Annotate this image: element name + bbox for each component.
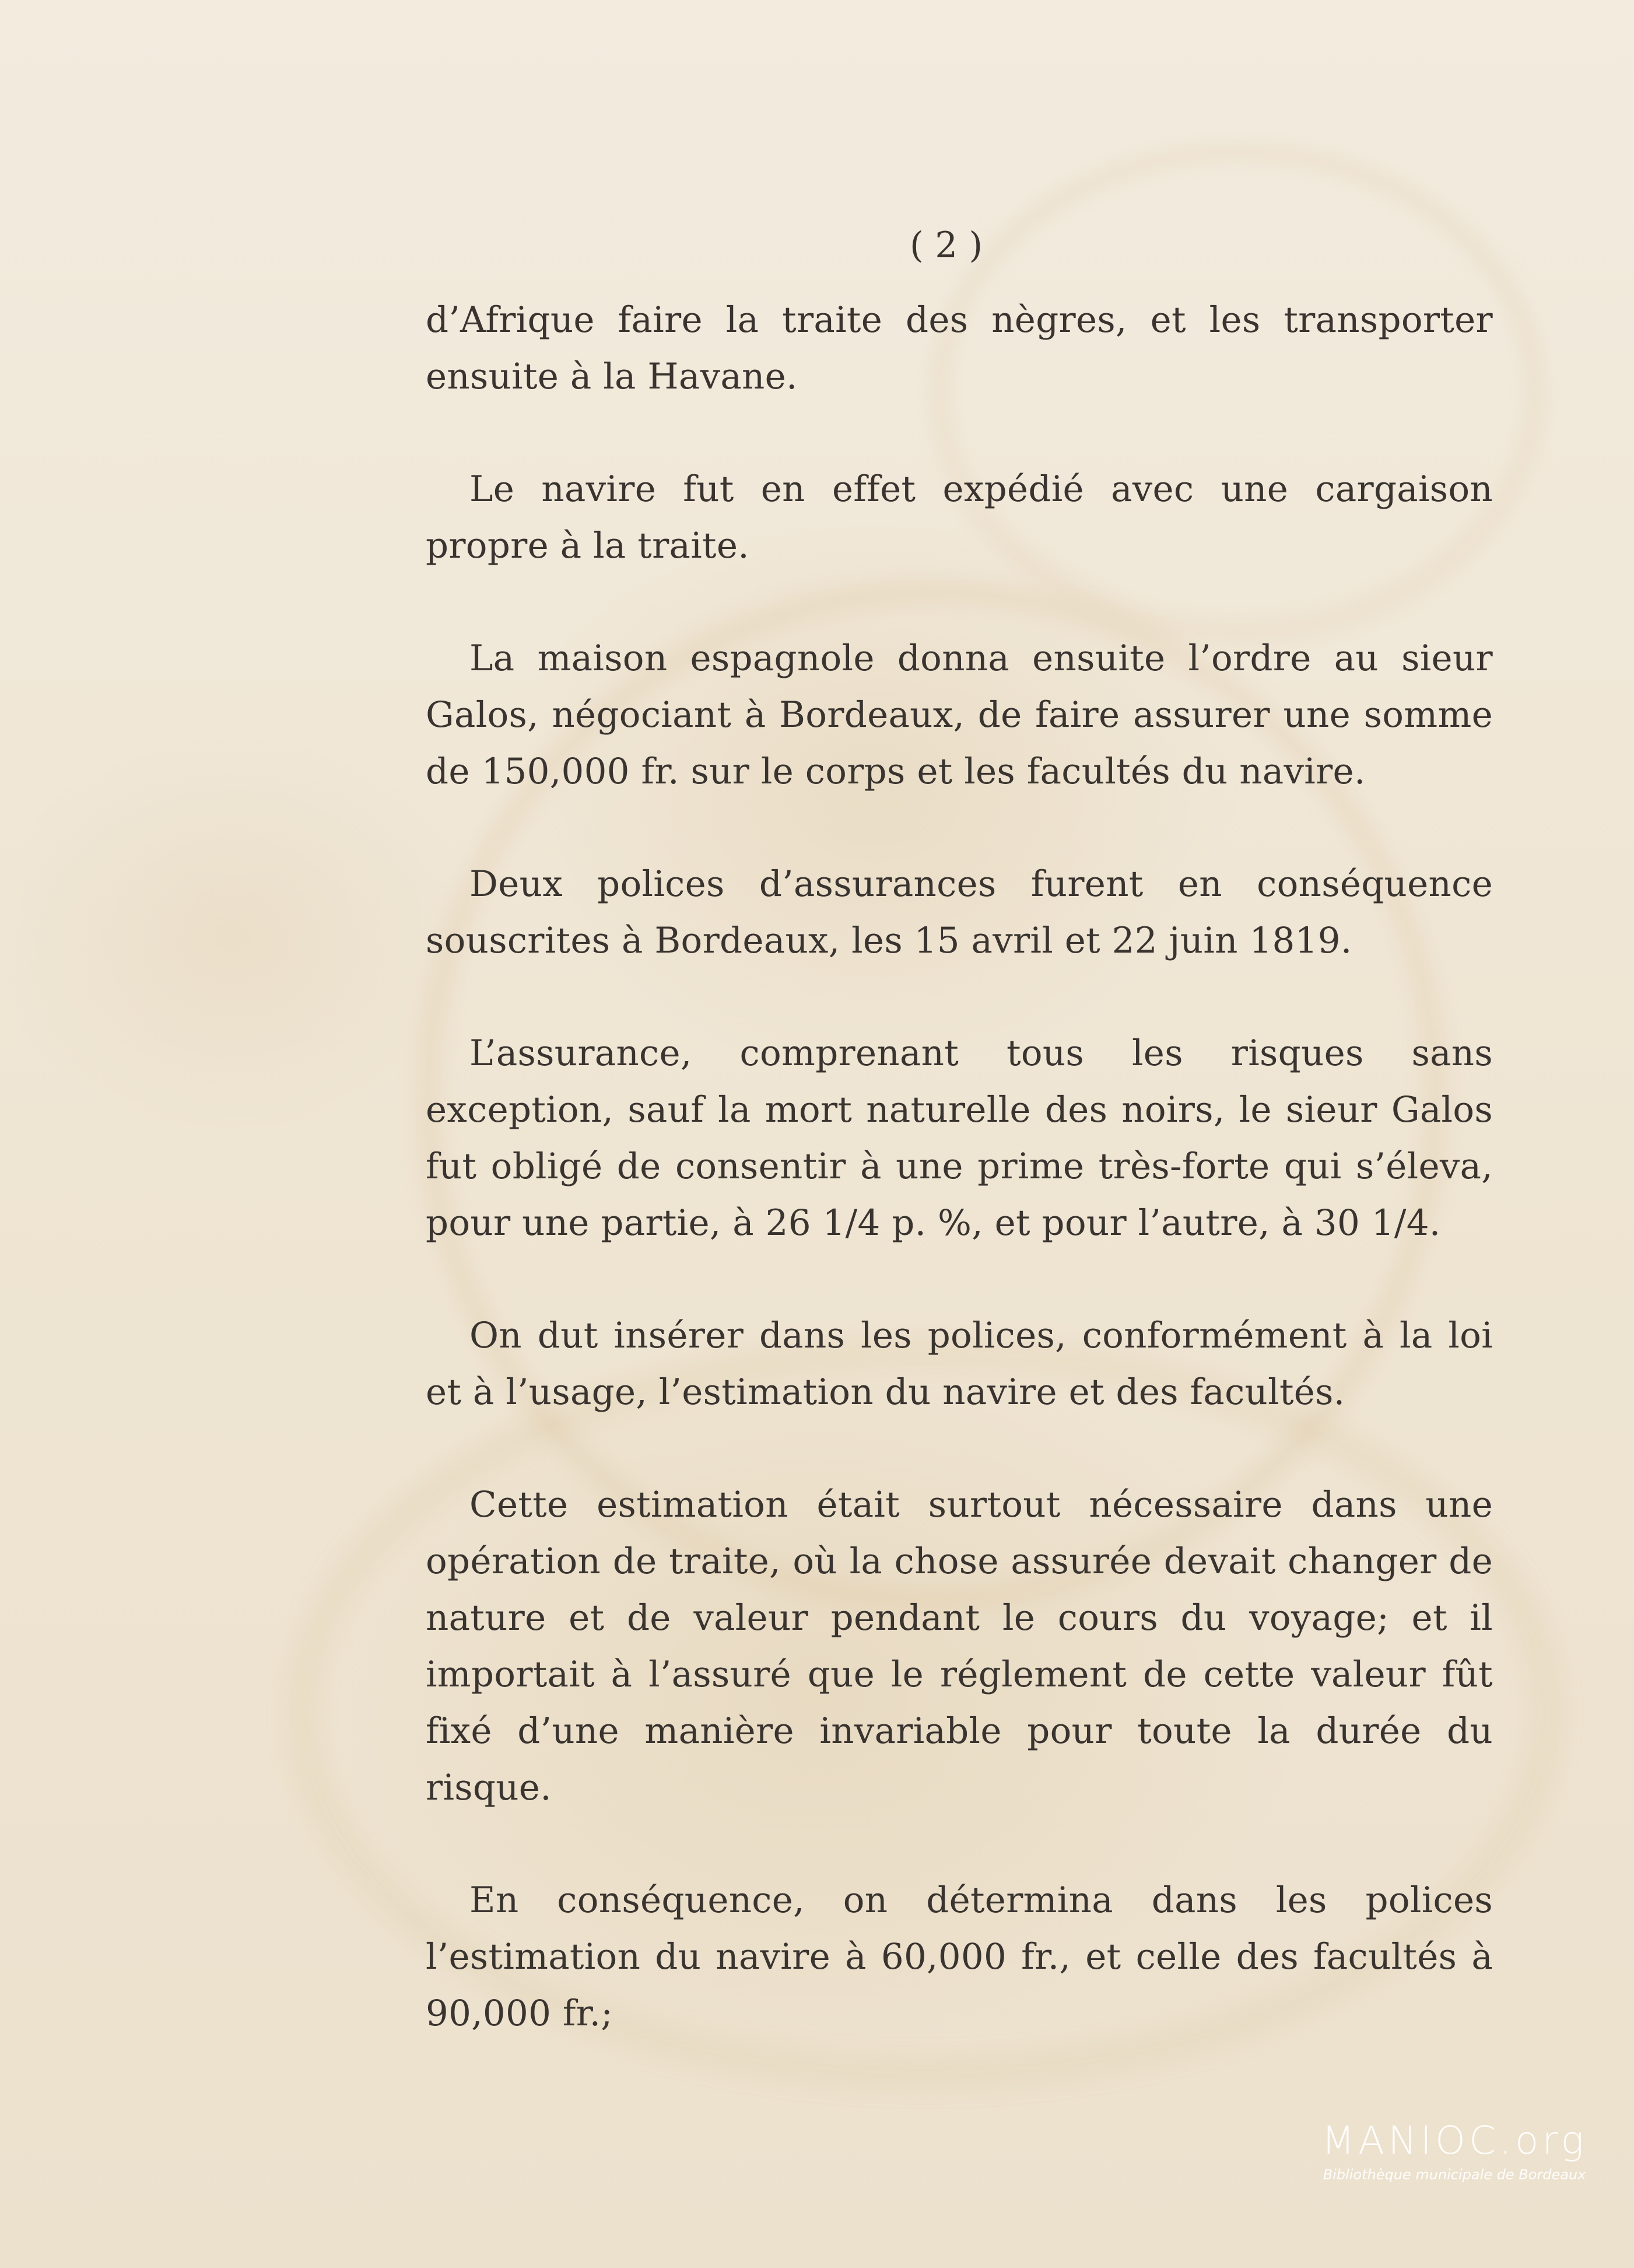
paragraph: En conséquence, on détermina dans les polices l’estimation du navire à 60,000 fr., et celle des facultés à 90,000 fr.; [426, 1880, 1493, 2034]
manioc-logo: MANIOC.org [1321, 2118, 1587, 2163]
paragraph: L’assurance, comprenant tous les risques sans exception, sauf la mort naturelle des noirs, le sieur Galos fut obligé de consentir à une prime très-forte qui s’éleva, pour une partie, à 26 1/4 p. %, et pour l’autre, à 30 1/4. [426, 1032, 1493, 1244]
manioc-watermark [1321, 2118, 1587, 2185]
page-number: ( 2 ) [910, 225, 983, 266]
paragraph: Deux polices d’assurances furent en conséquence souscrites à Bordeaux, les 15 avril et 22 juin 1819. [426, 863, 1493, 961]
library-caption: Bibliothèque municipale de Bordeaux [1323, 2166, 1586, 2183]
paragraph: La maison espagnole donna ensuite l’ordre au sieur Galos, négociant à Bordeaux, de faire assurer une somme de 150,000 fr. sur le corps et les facultés du navire. [426, 638, 1493, 792]
paragraph: On dut insérer dans les polices, conformément à la loi et à l’usage, l’estimation du navire et des facultés. [426, 1315, 1493, 1413]
body-text [426, 292, 1493, 2098]
paragraph: Le navire fut en effet expédié avec une cargaison propre à la traite. [426, 468, 1493, 566]
paragraph: Cette estimation était surtout nécessaire dans une opération de traite, où la chose assurée devait changer de nature et de valeur pendant le cours du voyage; et il importait à l’assuré que le réglement de cette valeur fût fixé d’une manière invariable pour toute la durée du risque. [426, 1484, 1493, 1808]
paragraph: d’Afrique faire la traite des nègres, et les transporter ensuite à la Havane. [426, 299, 1493, 397]
